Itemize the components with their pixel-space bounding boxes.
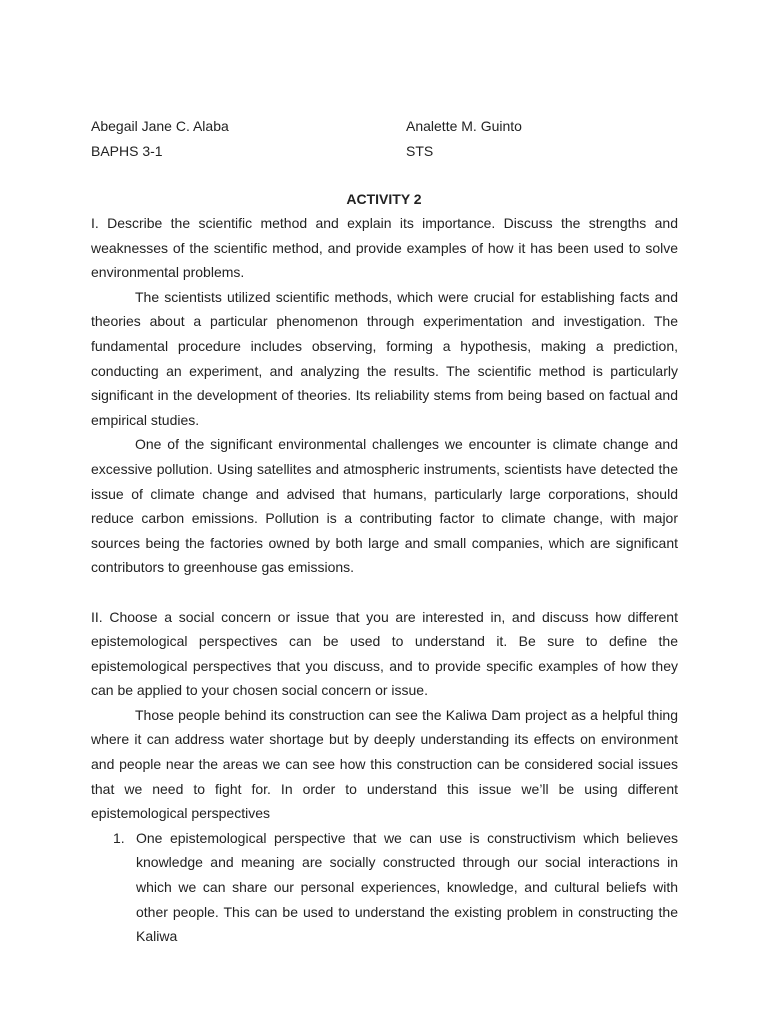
- answer-2-paragraph: Those people behind its construction can see the Kaliwa Dam project as a helpful thing where it can address water shortage but by deeply understanding its effects on environment and people near the areas we can see how this construction can be considered social issues that we need to fight for. In order to understand this issue we’ll be using different epistemological perspectives: [91, 706, 678, 822]
- question-1: I. Describe the scientific method and explain its importance. Discuss the strengths and weaknesses of the scientific method, and provide examples of how it has been used to solve environmental problems.: [91, 215, 678, 281]
- document-body: [91, 211, 678, 949]
- course-label: STS: [406, 143, 434, 159]
- list-item: [91, 826, 678, 949]
- paragraph-gap: [91, 580, 678, 605]
- activity-title: ACTIVITY 2: [346, 191, 422, 207]
- question-2: II. Choose a social concern or issue that you are interested in, and discuss how different epistemological perspectives can be used to understand it. Be sure to define the epistemological perspectives that you discuss, and to provide specific examples of how they can be applied to your chosen social concern or issue.: [91, 608, 678, 699]
- answer-1-paragraph-1: The scientists utilized scientific methods, which were crucial for establishing facts and theories about a particular phenomenon through experimentation and investigation. The fundamental procedure includes observing, forming a hypothesis, making a prediction, conducting an experiment, and analyzing the results. The scientific method is particularly significant in the development of theories. Its reliability stems from being based on factual and empirical studies.: [91, 288, 678, 428]
- list-item-text: One epistemological perspective that we can use is constructivism which believes knowledge and meaning are socially constructed through our social interactions in which we can share our personal experiences, knowledge, and cultural beliefs with other people. This can be used to understand the existing problem in constructing the Kaliwa: [136, 829, 678, 945]
- perspective-list: [91, 826, 678, 949]
- answer-1-paragraph-2: One of the significant environmental challenges we encounter is climate change and excessive pollution. Using satellites and atmospheric instruments, scientists have detected the issue of climate change and advised that humans, particularly large corporations, should reduce carbon emissions. Pollution is a contributing factor to climate change, with major sources being the factories owned by both large and small companies, which are significant contributors to greenhouse gas emissions.: [91, 436, 678, 576]
- author-name-2: Analette M. Guinto: [406, 118, 522, 134]
- author-name-1: Abegail Jane C. Alaba: [91, 118, 229, 134]
- list-item-number: 1.: [113, 829, 125, 846]
- section-label: BAPHS 3-1: [91, 143, 163, 159]
